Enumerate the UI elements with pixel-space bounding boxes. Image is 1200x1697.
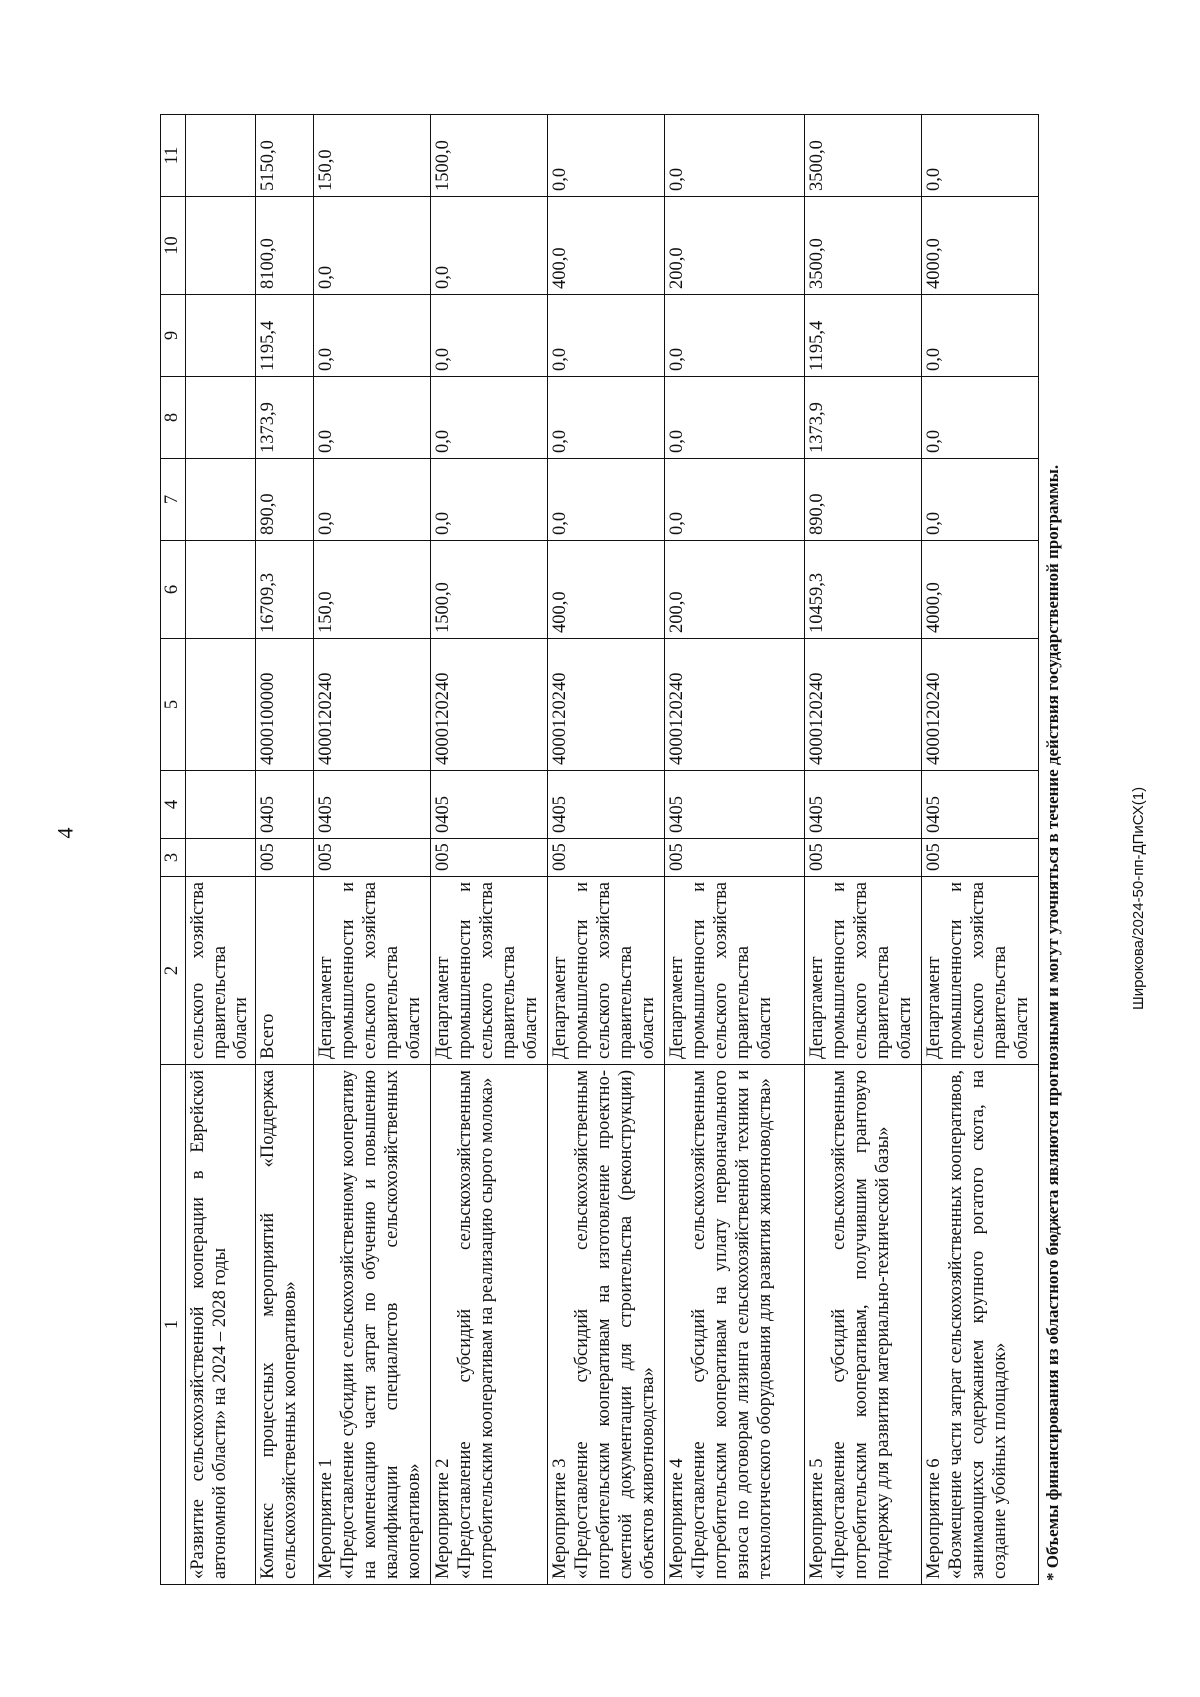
measure-title: Мероприятие 1 <box>316 1458 337 1579</box>
table-row <box>805 115 922 1585</box>
amount-total-cell: 16709,3 <box>256 541 314 639</box>
target-code-cell: 4000120240 <box>665 639 805 771</box>
amount-total-cell: 200,0 <box>665 541 805 639</box>
gr-code-cell: 005 <box>922 839 1039 877</box>
header-col-10: 10 <box>161 197 186 295</box>
document-code: Широкова/2024-50-пп-ДПиСХ(1) <box>1130 786 1147 1010</box>
page-number: 4 <box>52 827 78 839</box>
measure-cell <box>431 1065 548 1585</box>
table-row <box>314 115 431 1585</box>
gr-code-cell: 005 <box>314 839 431 877</box>
amount-2026-cell: 0,0 <box>548 295 665 377</box>
target-code-cell <box>185 639 255 771</box>
amount-2025-cell: 0,0 <box>922 377 1039 459</box>
amount-total-cell: 1500,0 <box>431 541 548 639</box>
header-row <box>161 115 186 1585</box>
measure-description: «Предоставление субсидий сельскохозяйственным потребительским кооперативам, получившим грантовую поддержку для развития материально-технической базы» <box>829 1070 893 1579</box>
responsible-cell: Департамент промышленности и сельского хозяйства правительства области <box>922 877 1039 1065</box>
table-row <box>665 115 805 1585</box>
measure-description: «Возмещение части затрат сельскохозяйственных кооперативов, занимающихся содержанием крупного рогатого скота, на создание убойных площадок» <box>946 1070 1010 1579</box>
amount-2027-cell: 3500,0 <box>805 197 922 295</box>
amount-2024-cell: 0,0 <box>548 459 665 541</box>
measure-cell <box>922 1065 1039 1585</box>
amount-total-cell: 10459,3 <box>805 541 922 639</box>
header-col-5: 5 <box>161 639 186 771</box>
footnote: * Объемы финансирования из областного бюджета являются прогнозными и могут уточняться в течение действия государственной программы. <box>1043 464 1063 1581</box>
financing-table <box>160 114 1039 1585</box>
section-code-cell: 0405 <box>431 771 548 839</box>
amount-2026-cell: 1195,4 <box>256 295 314 377</box>
header-col-8: 8 <box>161 377 186 459</box>
responsible-cell: Департамент промышленности и сельского хозяйства правительства области <box>548 877 665 1065</box>
amount-2026-cell <box>185 295 255 377</box>
responsible-cell: Департамент промышленности и сельского хозяйства правительства области <box>665 877 805 1065</box>
amount-2028-cell <box>185 115 255 197</box>
amount-2027-cell: 200,0 <box>665 197 805 295</box>
amount-2024-cell: 0,0 <box>922 459 1039 541</box>
section-code-cell: 0405 <box>922 771 1039 839</box>
responsible-cell: Всего <box>256 877 314 1065</box>
target-code-cell: 4000120240 <box>431 639 548 771</box>
header-col-9: 9 <box>161 295 186 377</box>
header-col-1: 1 <box>161 1065 186 1585</box>
measure-cell <box>665 1065 805 1585</box>
measure-cell <box>548 1065 665 1585</box>
amount-2028-cell: 0,0 <box>548 115 665 197</box>
amount-2025-cell: 1373,9 <box>805 377 922 459</box>
section-code-cell: 0405 <box>805 771 922 839</box>
amount-2026-cell: 0,0 <box>665 295 805 377</box>
amount-2025-cell: 0,0 <box>665 377 805 459</box>
section-code-cell <box>185 771 255 839</box>
amount-total-cell <box>185 541 255 639</box>
amount-2024-cell: 890,0 <box>256 459 314 541</box>
measure-title: Мероприятие 2 <box>433 1458 454 1579</box>
gr-code-cell: 005 <box>665 839 805 877</box>
amount-2025-cell <box>185 377 255 459</box>
section-code-cell: 0405 <box>548 771 665 839</box>
responsible-cell: Департамент промышленности и сельского хозяйства правительства области <box>431 877 548 1065</box>
amount-total-cell: 4000,0 <box>922 541 1039 639</box>
amount-2026-cell: 1195,4 <box>805 295 922 377</box>
section-code-cell: 0405 <box>256 771 314 839</box>
measure-title: Мероприятие 3 <box>550 1458 571 1579</box>
table-row <box>548 115 665 1585</box>
responsible-cell: Департамент промышленности и сельского хозяйства правительства области <box>805 877 922 1065</box>
header-col-3: 3 <box>161 839 186 877</box>
section-code-cell: 0405 <box>314 771 431 839</box>
measure-cell <box>805 1065 922 1585</box>
program-name-cell: «Развитие сельскохозяйственной кооперации в Еврейской автономной области» на 2024 – 2028 годы <box>185 1065 255 1585</box>
header-col-4: 4 <box>161 771 186 839</box>
amount-total-cell: 400,0 <box>548 541 665 639</box>
amount-2027-cell: 0,0 <box>431 197 548 295</box>
table-row <box>922 115 1039 1585</box>
amount-2028-cell: 0,0 <box>665 115 805 197</box>
measure-description: «Предоставление субсидий сельскохозяйственным потребительским кооперативам на уплату первоначального взноса по договорам лизинга сельскохозяйственной техники и технологического оборудования для развития животноводства» <box>689 1070 775 1579</box>
gr-code-cell: 005 <box>548 839 665 877</box>
target-code-cell: 4000120240 <box>805 639 922 771</box>
header-col-7: 7 <box>161 459 186 541</box>
amount-2024-cell: 890,0 <box>805 459 922 541</box>
gr-code-cell: 005 <box>805 839 922 877</box>
amount-2025-cell: 0,0 <box>431 377 548 459</box>
amount-2024-cell: 0,0 <box>431 459 548 541</box>
section-code-cell: 0405 <box>665 771 805 839</box>
amount-2025-cell: 0,0 <box>314 377 431 459</box>
amount-2024-cell: 0,0 <box>314 459 431 541</box>
amount-2026-cell: 0,0 <box>431 295 548 377</box>
amount-2025-cell: 0,0 <box>548 377 665 459</box>
amount-2027-cell <box>185 197 255 295</box>
amount-2027-cell: 0,0 <box>314 197 431 295</box>
measure-title: Мероприятие 4 <box>667 1458 688 1579</box>
amount-2028-cell: 150,0 <box>314 115 431 197</box>
amount-2027-cell: 4000,0 <box>922 197 1039 295</box>
target-code-cell: 4000120240 <box>314 639 431 771</box>
measure-description: «Предоставление субсидии сельскохозяйственному кооперативу на компенсацию части затрат по обучению и повышению квалификации специалистов сельскохозяйственных кооперативов» <box>338 1070 424 1579</box>
amount-2028-cell: 1500,0 <box>431 115 548 197</box>
responsible-cell: сельского хозяйства правительства области <box>185 877 255 1065</box>
amount-2028-cell: 0,0 <box>922 115 1039 197</box>
header-col-6: 6 <box>161 541 186 639</box>
gr-code-cell: 005 <box>431 839 548 877</box>
amount-2026-cell: 0,0 <box>314 295 431 377</box>
target-code-cell: 4000120240 <box>548 639 665 771</box>
amount-2025-cell: 1373,9 <box>256 377 314 459</box>
header-col-2: 2 <box>161 877 186 1065</box>
table-row <box>431 115 548 1585</box>
amount-2028-cell: 5150,0 <box>256 115 314 197</box>
complex-name-cell: Комплекс процессных мероприятий «Поддержка сельскохозяйственных кооперативов» <box>256 1065 314 1585</box>
target-code-cell: 4000120240 <box>922 639 1039 771</box>
amount-2027-cell: 400,0 <box>548 197 665 295</box>
amount-2026-cell: 0,0 <box>922 295 1039 377</box>
rotated-content <box>160 115 1200 1585</box>
responsible-cell: Департамент промышленности и сельского хозяйства правительства области <box>314 877 431 1065</box>
header-col-11: 11 <box>161 115 186 197</box>
gr-code-cell: 005 <box>256 839 314 877</box>
amount-2024-cell: 0,0 <box>665 459 805 541</box>
measure-description: «Предоставление субсидий сельскохозяйственным потребительским кооперативам на изготовление проектно-сметной документации для строительства (реконструкции) объектов животноводства» <box>572 1070 658 1579</box>
table-row <box>185 115 255 1585</box>
target-code-cell: 4000100000 <box>256 639 314 771</box>
measure-cell <box>314 1065 431 1585</box>
gr-code-cell <box>185 839 255 877</box>
amount-total-cell: 150,0 <box>314 541 431 639</box>
table-row <box>256 115 314 1585</box>
amount-2024-cell <box>185 459 255 541</box>
amount-2027-cell: 8100,0 <box>256 197 314 295</box>
amount-2028-cell: 3500,0 <box>805 115 922 197</box>
measure-title: Мероприятие 5 <box>807 1458 828 1579</box>
measure-description: «Предоставление субсидий сельскохозяйственным потребительским кооперативам на реализацию сырого молока» <box>455 1070 497 1579</box>
measure-title: Мероприятие 6 <box>924 1458 945 1579</box>
